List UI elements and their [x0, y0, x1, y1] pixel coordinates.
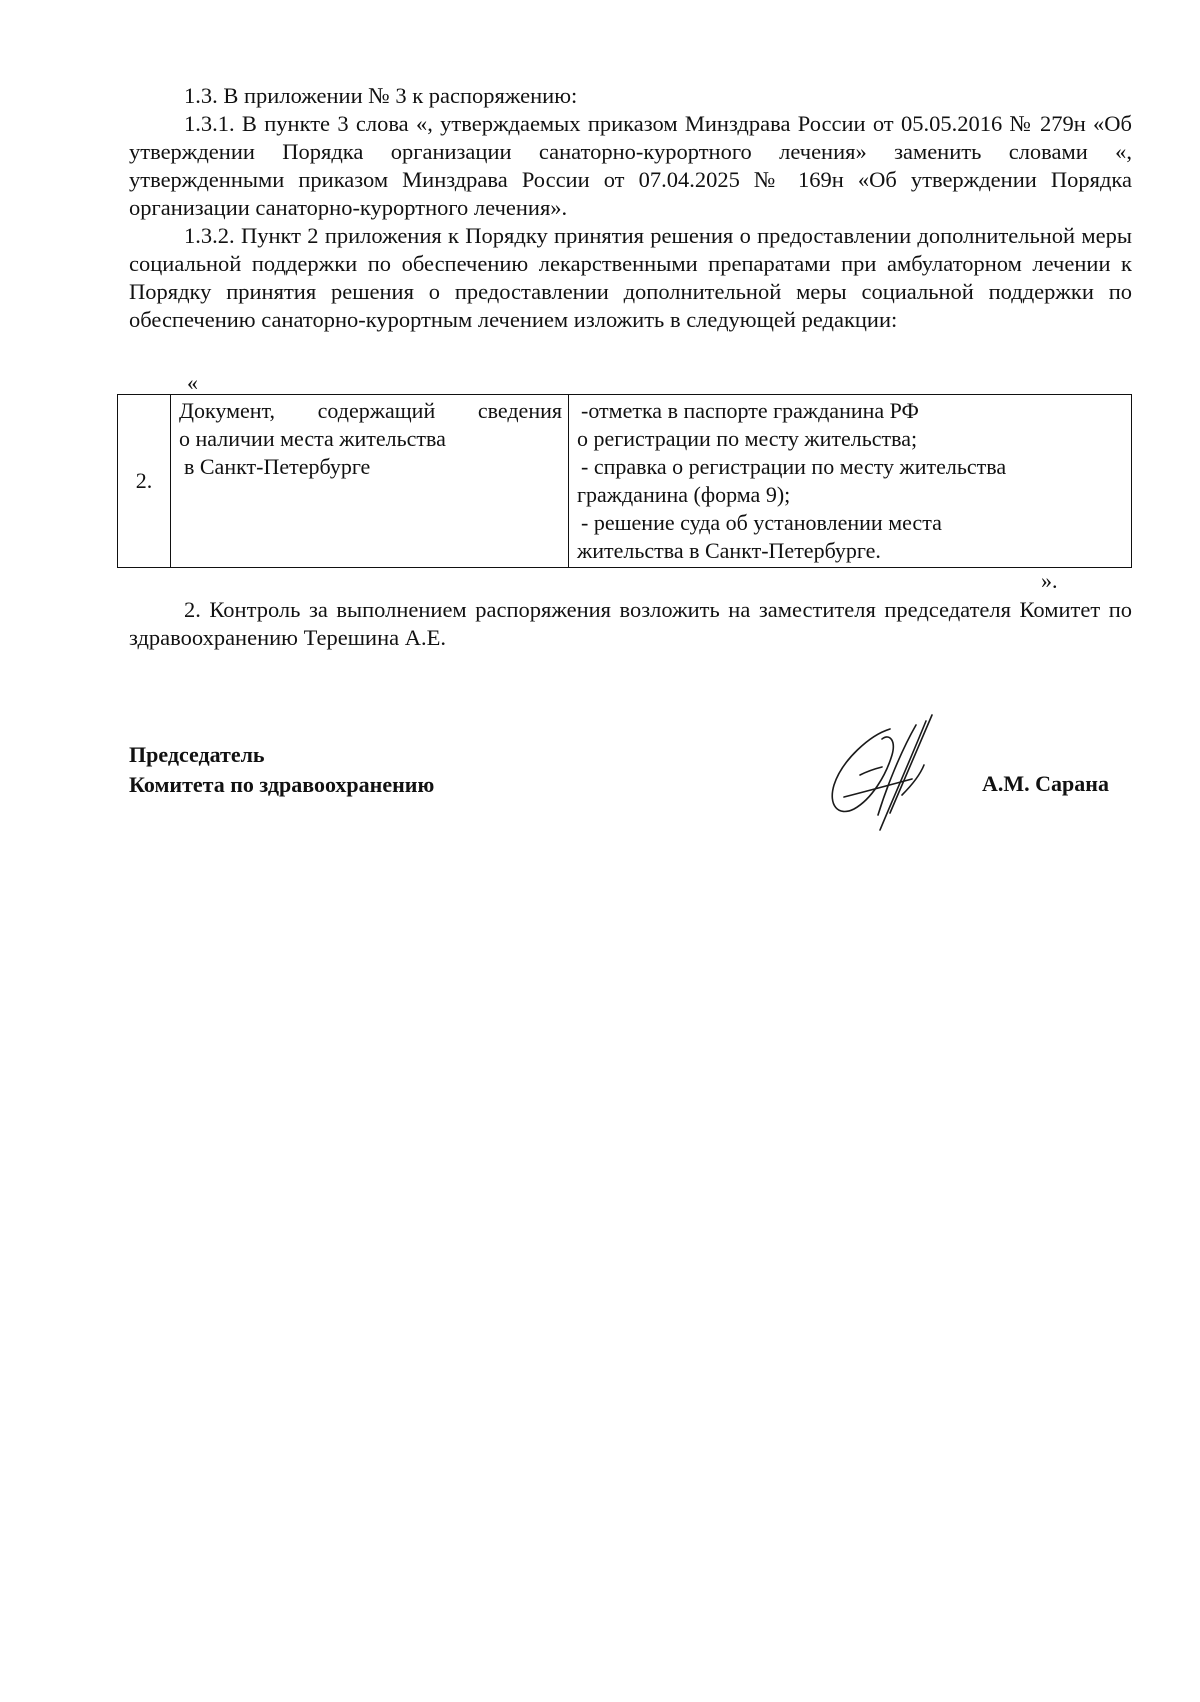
paragraph-1-3-2: 1.3.2. Пункт 2 приложения к Порядку принятия решения о предоставлении дополнительной меры социальной поддержки по обеспечению лекарственными препаратами при амбулаторном лечении к Порядку принятия решения о предоставлении дополнительной меры социальной поддержки по обеспечению санаторно-курортным лечением изложить в следующей редакции:: [129, 223, 1132, 332]
control-section: [129, 596, 1132, 652]
paragraph-1-3-1: 1.3.1. В пункте 3 слова «, утверждаемых приказом Минздрава России от 05.05.2016 № 279н «Об утверждении Порядка организации санаторно-курортного лечения» заменить словами «, утвержденными приказом Минздрава России от 07.04.2025 № 169н «Об утверждении Порядка организации санаторно-курортного лечения».: [129, 111, 1132, 220]
document-line: - справка о регистрации по месту жительства: [581, 454, 1007, 479]
description-line: Документ, содержащий сведения: [179, 398, 562, 423]
document-description: [171, 395, 569, 568]
paragraph-1-3: 1.3. В приложении № 3 к распоряжению:: [184, 83, 578, 108]
accepted-documents: [569, 395, 1132, 568]
description-line: о наличии места жительства: [179, 426, 446, 451]
signatory-title-line: Комитета по здравоохранению: [129, 772, 435, 797]
document-line: жительства в Санкт-Петербурге.: [577, 538, 881, 563]
document-line: -отметка в паспорте гражданина РФ: [581, 398, 919, 423]
document-line: - решение суда об установлении места: [581, 510, 942, 535]
closing-quote: ».: [1041, 568, 1058, 593]
description-line: в Санкт-Петербурге: [184, 454, 371, 479]
opening-quote: «: [187, 370, 198, 395]
signatory-title-line: Председатель: [129, 742, 265, 767]
signatory-title: [129, 740, 434, 800]
documents-table: [117, 394, 1132, 568]
paragraph-2: 2. Контроль за выполнением распоряжения возложить на заместителя председателя Комитет по здравоохранению Терешина А.Е.: [129, 597, 1132, 650]
document-line: о регистрации по месту жительства;: [577, 426, 918, 451]
handwritten-signature: [820, 705, 960, 835]
amendments-section: [129, 82, 1132, 334]
document-line: гражданина (форма 9);: [577, 482, 791, 507]
table-row: [118, 395, 1132, 568]
signatory-name: А.М. Сарана: [982, 771, 1109, 796]
row-number: 2.: [118, 395, 171, 568]
